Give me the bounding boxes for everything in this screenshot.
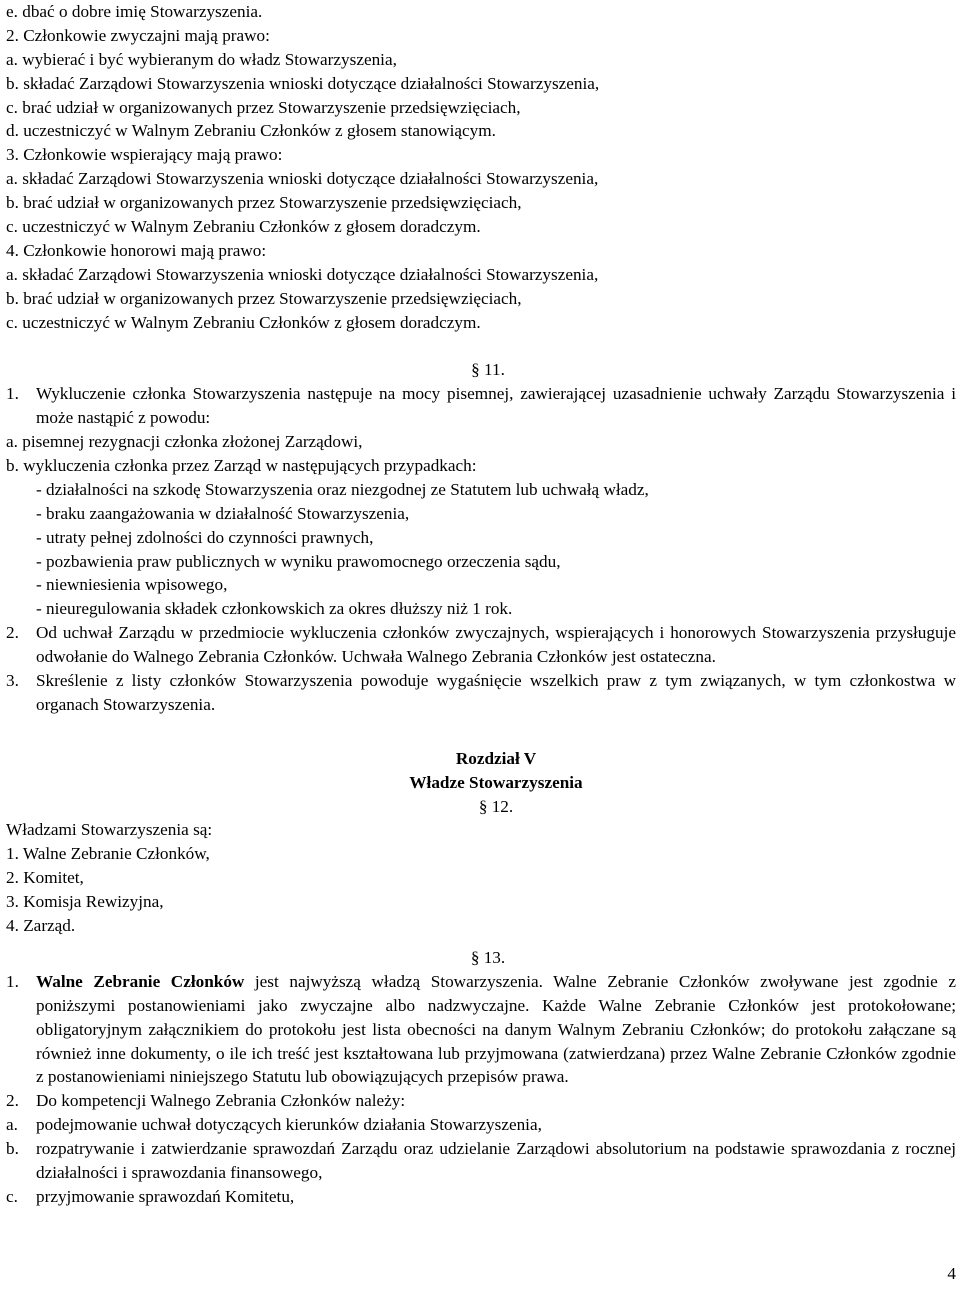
list-item: - niewniesienia wpisowego, (36, 575, 228, 595)
exclusion-reasons (6, 478, 956, 621)
item-text: przyjmowanie sprawozdań Komitetu, (36, 1186, 295, 1206)
list-item: 4. Zarząd. (6, 916, 76, 936)
bold-term: Walne Zebranie Członków (36, 971, 245, 991)
paragraph-number: 1. (6, 971, 19, 991)
paragraph-number: 2. (6, 1091, 19, 1111)
list-item (6, 1185, 956, 1209)
paragraph-rest: jest najwyższą władzą Stowarzyszenia. Walne Zebranie Członków zwoływane jest zgodnie z poniższymi postanowieniami jako zwyczajne albo nadzwyczajne. Każde Walne Zebranie Członków jest protokołowane; obligatoryjnym załącznikiem do protokołu jest lista obecności na danym Walnym Zebraniu Członków; do protokołu załączane są również inne dokumenty, o ile ich treść jest kształtowana lub przyjmowana (zatwierdzana) przez Walne Zebranie Członków zgodnie z postanowieniami niniejszego Statutu lub obowiązujących przepisów prawa. (36, 971, 957, 1087)
paragraph-text: Wykluczenie członka Stowarzyszenia następuje na mocy pisemnej, zawierającej uzasadnienie uchwały Zarządu Stowarzyszenia i może nastąpić z powodu: (36, 384, 956, 428)
list-item: 3. Komisja Rewizyjna, (6, 892, 164, 912)
list-item: a. pisemnej rezygnacji członka złożonej Zarządowi, (6, 432, 363, 452)
page-number: 4 (947, 1264, 956, 1284)
list-item: - nieuregulowania składek członkowskich za okres dłuższy niż 1 rok. (36, 599, 513, 619)
chapter-subtitle: Władze Stowarzyszenia (409, 772, 583, 792)
list-item: 2. Komitet, (6, 868, 84, 888)
paragraph-13-1 (6, 970, 956, 1090)
list-top (6, 0, 956, 334)
list-item: b. składać Zarządowi Stowarzyszenia wnioski dotyczące działalności Stowarzyszenia, (6, 73, 600, 93)
item-letter: a. (6, 1115, 18, 1135)
list-item: c. uczestniczyć w Walnym Zebraniu Członków z głosem doradczym. (6, 217, 481, 237)
item-letter: c. (6, 1186, 18, 1206)
list-item: a. składać Zarządowi Stowarzyszenia wnioski dotyczące działalności Stowarzyszenia, (6, 169, 599, 189)
list-item: b. brać udział w organizowanych przez Stowarzyszenie przedsięwzięciach, (6, 288, 522, 308)
list-item: b. brać udział w organizowanych przez Stowarzyszenie przedsięwzięciach, (6, 193, 522, 213)
paragraph-13-2 (6, 1089, 956, 1113)
paragraph-11-2 (6, 621, 956, 669)
list-item: - pozbawienia praw publicznych w wyniku prawomocnego orzeczenia sądu, (36, 551, 561, 571)
document-page (6, 0, 956, 1209)
paragraph-11-3 (6, 669, 956, 717)
section-heading-13: § 13. (470, 947, 506, 967)
list-item: c. uczestniczyć w Walnym Zebraniu Członków z głosem doradczym. (6, 312, 481, 332)
list-item: - działalności na szkodę Stowarzyszenia oraz niezgodnej ze Statutem lub uchwałą władz, (36, 479, 649, 499)
item-text: rozpatrywanie i zatwierdzanie sprawozdań Zarządu oraz udzielanie Zarządowi absolutorium na podstawie sprawozdania z rocznej działalności i sprawozdania finansowego, (36, 1139, 956, 1183)
list-item (6, 1113, 956, 1137)
list-item: - braku zaangażowania w działalność Stowarzyszenia, (36, 503, 410, 523)
list-item: 2. Członkowie zwyczajni mają prawo: (6, 25, 270, 45)
section-heading-12: § 12. (478, 796, 514, 816)
paragraph-number: 3. (6, 671, 19, 690)
list-item: e. dbać o dobre imię Stowarzyszenia. (6, 2, 263, 21)
list-item: c. brać udział w organizowanych przez Stowarzyszenie przedsięwzięciach, (6, 97, 521, 117)
list-item: b. wykluczenia członka przez Zarząd w następujących przypadkach: (6, 455, 477, 475)
item-letter: b. (6, 1139, 19, 1159)
list-item: - utraty pełnej zdolności do czynności prawnych, (36, 527, 374, 547)
paragraph-11-1 (6, 382, 956, 430)
list-item: a. wybierać i być wybieranym do władz Stowarzyszenia, (6, 49, 397, 69)
section-heading-11: § 11. (471, 360, 505, 380)
item-text: podejmowanie uchwał dotyczących kierunków działania Stowarzyszenia, (36, 1115, 542, 1135)
chapter-title: Rozdział V (455, 748, 537, 768)
list-item (6, 1137, 956, 1185)
paragraph-number: 2. (6, 623, 19, 643)
list-item: 4. Członkowie honorowi mają prawo: (6, 240, 267, 260)
paragraph-text: Do kompetencji Walnego Zebrania Członków należy: (36, 1091, 406, 1111)
list-item: d. uczestniczyć w Walnym Zebraniu Członków z głosem stanowiącym. (6, 121, 496, 141)
paragraph-text: Od uchwał Zarządu w przedmiocie wykluczenia członków zwyczajnych, wspierających i honorowych Stowarzyszenia przysługuje odwołanie do Walnego Zebrania Członków. Uchwała Walnego Zebrania Członków jest ostateczna. (36, 623, 956, 667)
list-item: 3. Członkowie wspierający mają prawo: (6, 145, 283, 165)
paragraph-text: Skreślenie z listy członków Stowarzyszenia powoduje wygaśnięcie wszelkich praw z tym związanych, w tym członkostwa w organach Stowarzyszenia. (36, 671, 956, 714)
authorities-intro: Władzami Stowarzyszenia są: (6, 820, 213, 840)
paragraph-text (6, 970, 956, 1090)
list-item: 1. Walne Zebranie Członków, (6, 844, 210, 864)
paragraph-number: 1. (6, 384, 19, 404)
list-item: a. składać Zarządowi Stowarzyszenia wnioski dotyczące działalności Stowarzyszenia, (6, 264, 599, 284)
